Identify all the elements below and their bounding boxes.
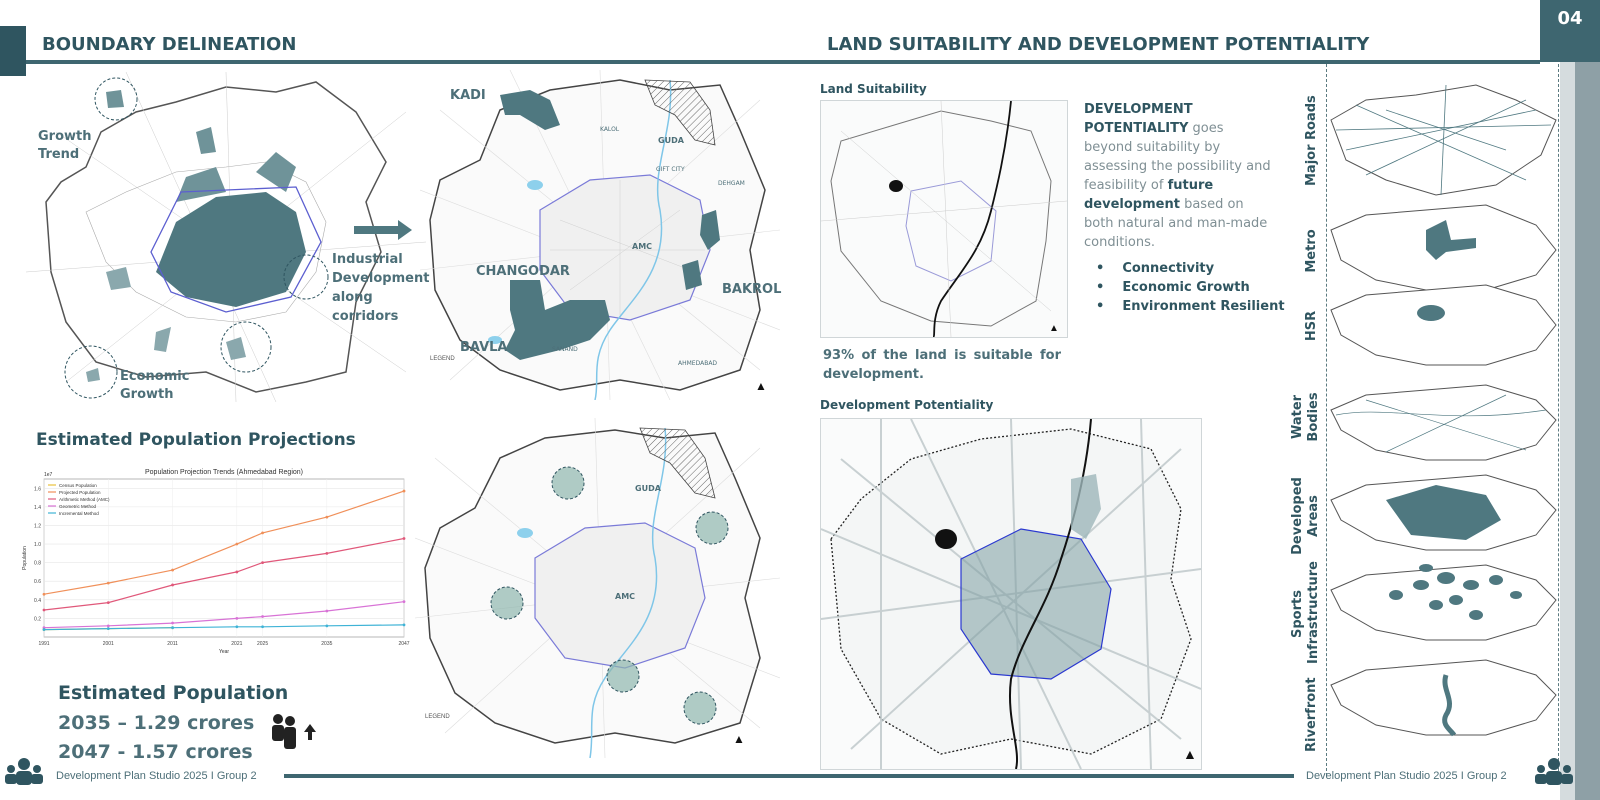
chart-ytick-label: 0.2 xyxy=(34,616,41,623)
economic-growth-label: Economic Growth xyxy=(120,369,190,402)
people-growth-icon xyxy=(268,712,316,759)
chart-ytick-label: 1.2 xyxy=(34,523,41,530)
population-heading: Estimated Population Projections xyxy=(36,430,356,450)
chart-legend-label: Geometric Method xyxy=(59,504,97,509)
chart-ytick-label: 1.4 xyxy=(34,504,41,511)
chart-plot-area xyxy=(44,479,404,637)
chart-legend-label: Projected Population xyxy=(59,490,101,495)
label-kadi: KADI xyxy=(450,88,486,103)
chart-point xyxy=(235,617,238,620)
proposed-nodes-map xyxy=(415,418,780,758)
bullet-economic-growth: • Economic Growth xyxy=(1096,280,1250,295)
chart-legend-label: Incremental Method xyxy=(59,511,99,516)
nodes-label-guda: GUDA xyxy=(635,484,661,493)
chart-ytick-label: 0.6 xyxy=(34,579,41,586)
chart-point xyxy=(261,625,264,628)
chart-point xyxy=(43,628,46,631)
page-number-badge xyxy=(1540,0,1600,62)
dev-map-svg xyxy=(821,419,1201,769)
chart-legend-label: Arithmetic Method (AMC) xyxy=(59,497,110,502)
chart-xtick-label: 1991 xyxy=(38,641,50,647)
label-amc: AMC xyxy=(632,242,653,251)
footer-people-icon-left xyxy=(4,756,44,793)
boundary-title: BOUNDARY DELINEATION xyxy=(42,34,297,55)
label-sanand: SANAND xyxy=(552,346,578,353)
chart-point xyxy=(235,543,238,546)
chart-ytick-label: 1.0 xyxy=(34,542,41,549)
chart-point xyxy=(107,627,110,630)
chart-point xyxy=(171,626,174,629)
chart-point xyxy=(171,584,174,587)
page-number: 04 xyxy=(1557,8,1583,29)
label-dehgam: DEHGAM xyxy=(718,180,745,187)
label-bavla: BAVLA xyxy=(460,340,508,355)
nodes-map-svg xyxy=(415,418,780,758)
bullet-environment: • Environment Resilient xyxy=(1096,299,1285,314)
chart-xtick-label: 2035 xyxy=(321,641,333,647)
chart-point xyxy=(325,516,328,519)
nodes-label-amc: AMC xyxy=(615,592,636,601)
population-2047: 2047 - 1.57 crores xyxy=(58,741,253,763)
chart-point xyxy=(261,532,264,535)
industrial-label: Industrial Development along corridors xyxy=(332,252,430,324)
chart-scale-label: 1e7 xyxy=(44,472,53,478)
chart-ytick-label: 0.8 xyxy=(34,560,41,567)
population-2035: 2035 – 1.29 crores xyxy=(58,712,255,734)
label-guda: GUDA xyxy=(658,136,684,145)
layer-stack-svg xyxy=(1326,80,1560,770)
chart-title: Population Projection Trends (Ahmedabad Region) xyxy=(145,469,303,476)
chart-point xyxy=(261,561,264,564)
dev-potential-text-2: based on both natural and man-made conditions. xyxy=(1084,197,1268,250)
svg-text:▲: ▲ xyxy=(733,732,745,746)
chart-point xyxy=(107,601,110,604)
layer-label-sports: Sports Infrastructure xyxy=(1290,561,1321,664)
layer-label-riverfront: Riverfront xyxy=(1304,677,1319,752)
dev-potential-map xyxy=(820,418,1202,770)
right-inner-bar xyxy=(1560,62,1575,800)
population-chart xyxy=(20,465,410,665)
chart-point xyxy=(325,552,328,555)
dev-potential-bold-1: DEVELOPMENT POTENTIALITY xyxy=(1084,102,1193,136)
chart-point xyxy=(107,582,110,585)
population-chart-svg xyxy=(20,465,410,665)
chart-legend-label: Census Population xyxy=(59,483,97,488)
land-suitability-title: LAND SUITABILITY AND DEVELOPMENT POTENTIALITY xyxy=(827,34,1370,55)
right-side-bar xyxy=(1575,62,1600,800)
svg-text:▲: ▲ xyxy=(1049,323,1059,334)
estimated-population-heading: Estimated Population xyxy=(58,682,289,704)
chart-point xyxy=(107,624,110,627)
dev-potential-paragraph xyxy=(1084,100,1274,252)
chart-point xyxy=(235,571,238,574)
label-kalol: KALOL xyxy=(600,126,620,133)
chart-point xyxy=(171,622,174,625)
layer-label-hsr: HSR xyxy=(1304,310,1319,342)
zones-map xyxy=(420,70,780,400)
chart-point xyxy=(403,537,406,540)
chart-point xyxy=(261,615,264,618)
footer-people-icon-right xyxy=(1534,756,1574,793)
chart-point xyxy=(403,600,406,603)
chart-xtick-label: 2021 xyxy=(231,641,243,647)
footer-left-text: Development Plan Studio 2025 I Group 2 xyxy=(56,770,257,782)
chart-ytick-label: 0.4 xyxy=(34,597,41,604)
chart-point xyxy=(403,624,406,627)
chart-point xyxy=(325,624,328,627)
land-suitability-map xyxy=(820,100,1068,338)
layer-stack xyxy=(1326,80,1560,770)
chart-xtick-label: 2001 xyxy=(102,641,114,647)
dev-potential-text-1: goes beyond suitability by assessing the possibility and feasibility of xyxy=(1084,121,1271,193)
suitability-map-svg xyxy=(821,101,1067,337)
suitability-caption-text: 93% of the land is suitable for development. xyxy=(823,348,1061,382)
chart-point xyxy=(325,610,328,613)
arrow-right-icon xyxy=(354,220,414,245)
label-changodar: CHANGODAR xyxy=(476,264,570,279)
chart-ylabel: Population xyxy=(22,546,28,570)
svg-text:LEGEND: LEGEND xyxy=(425,714,450,720)
growth-trend-label: Growth Trend xyxy=(38,129,92,162)
chart-xtick-label: 2011 xyxy=(167,641,178,647)
chart-xtick-label: 2025 xyxy=(257,641,269,647)
layer-label-metro: Metro xyxy=(1304,229,1319,273)
label-gift-city: GIFT CITY xyxy=(656,166,685,173)
layer-label-water-bodies: Water Bodies xyxy=(1290,392,1321,442)
dev-potential-bullets xyxy=(1096,259,1285,316)
chart-point xyxy=(43,593,46,596)
chart-point xyxy=(43,609,46,612)
dev-potential-heading: Development Potentiality xyxy=(820,398,994,412)
chart-point xyxy=(171,569,174,572)
bullet-connectivity: • Connectivity xyxy=(1096,261,1215,276)
chart-xlabel: Year xyxy=(218,649,230,655)
svg-text:LEGEND: LEGEND xyxy=(430,356,455,362)
svg-text:▲: ▲ xyxy=(1183,746,1197,762)
footer-right-text: Development Plan Studio 2025 I Group 2 xyxy=(1306,770,1507,782)
svg-text:▲: ▲ xyxy=(755,379,767,393)
layer-label-major-roads: Major Roads xyxy=(1304,95,1319,186)
chart-point xyxy=(403,490,406,493)
label-ahmedabad: AHMEDABAD xyxy=(678,360,718,367)
layer-label-developed-areas: Developed Areas xyxy=(1290,477,1321,555)
header-left-tab xyxy=(0,26,26,76)
chart-point xyxy=(235,625,238,628)
footer-rule xyxy=(284,774,1294,778)
land-suitability-heading: Land Suitability xyxy=(820,82,927,96)
dev-potential-bold-2: future development xyxy=(1084,178,1214,212)
header-rule xyxy=(26,60,1540,64)
label-bakrol: BAKROL xyxy=(722,282,782,297)
chart-xtick-label: 2047 xyxy=(398,641,410,647)
chart-ytick-label: 1.6 xyxy=(34,486,41,493)
suitability-caption xyxy=(823,346,1061,384)
